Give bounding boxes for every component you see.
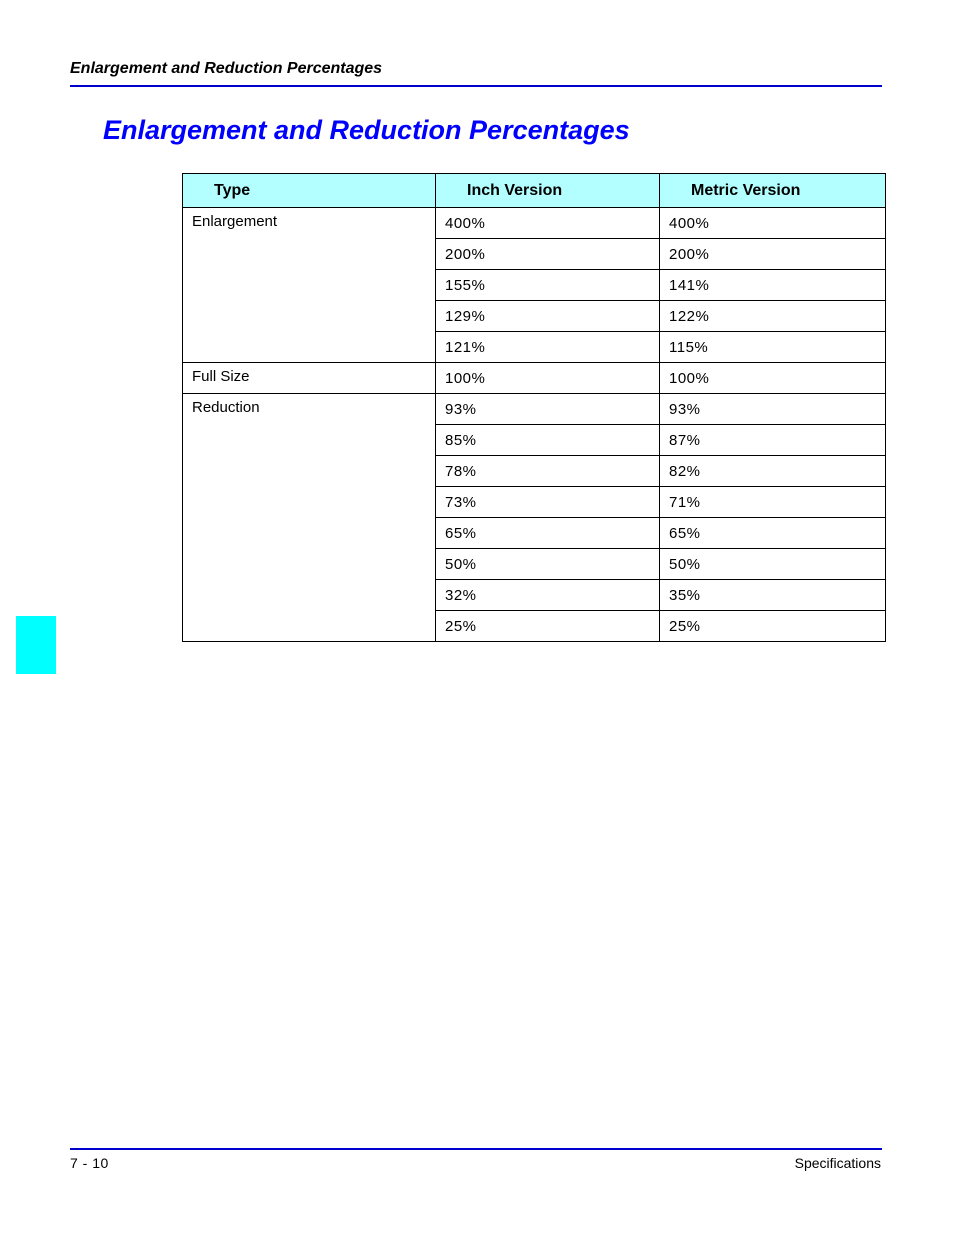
- page-title: Enlargement and Reduction Percentages: [103, 115, 630, 145]
- inch-value-cell: 121%: [436, 332, 660, 363]
- inch-value-cell: 78%: [436, 456, 660, 487]
- metric-value-cell: 400%: [660, 208, 886, 239]
- table-body: [183, 208, 886, 642]
- metric-value-cell: 115%: [660, 332, 886, 363]
- column-header-inch: Inch Version: [436, 174, 660, 208]
- column-header-type: Type: [183, 174, 436, 208]
- table-row: [183, 363, 886, 394]
- metric-value-cell: 100%: [660, 363, 886, 394]
- table-header-row: [183, 174, 886, 208]
- percentage-table-container: [182, 173, 886, 642]
- inch-value-cell: 65%: [436, 518, 660, 549]
- inch-value-cell: 93%: [436, 394, 660, 425]
- footer-rule: [70, 1148, 882, 1150]
- inch-value-cell: 25%: [436, 611, 660, 642]
- metric-value-cell: 65%: [660, 518, 886, 549]
- type-cell: Enlargement: [183, 208, 436, 363]
- running-header: Enlargement and Reduction Percentages: [70, 60, 383, 77]
- type-cell: Full Size: [183, 363, 436, 394]
- metric-value-cell: 35%: [660, 580, 886, 611]
- metric-value-cell: 82%: [660, 456, 886, 487]
- column-header-metric: Metric Version: [660, 174, 886, 208]
- chapter-name: Specifications: [794, 1155, 881, 1171]
- metric-value-cell: 71%: [660, 487, 886, 518]
- metric-value-cell: 87%: [660, 425, 886, 456]
- inch-value-cell: 50%: [436, 549, 660, 580]
- metric-value-cell: 141%: [660, 270, 886, 301]
- metric-value-cell: 50%: [660, 549, 886, 580]
- table-row: [183, 208, 886, 239]
- chapter-tab-marker: [16, 616, 56, 674]
- inch-value-cell: 200%: [436, 239, 660, 270]
- metric-value-cell: 93%: [660, 394, 886, 425]
- inch-value-cell: 155%: [436, 270, 660, 301]
- type-cell: Reduction: [183, 394, 436, 642]
- inch-value-cell: 129%: [436, 301, 660, 332]
- inch-value-cell: 85%: [436, 425, 660, 456]
- table-row: [183, 394, 886, 425]
- inch-value-cell: 100%: [436, 363, 660, 394]
- inch-value-cell: 32%: [436, 580, 660, 611]
- metric-value-cell: 200%: [660, 239, 886, 270]
- page-number: 7 - 10: [70, 1155, 109, 1171]
- inch-value-cell: 73%: [436, 487, 660, 518]
- percentage-table: [182, 173, 886, 642]
- metric-value-cell: 25%: [660, 611, 886, 642]
- metric-value-cell: 122%: [660, 301, 886, 332]
- header-rule: [70, 85, 882, 87]
- inch-value-cell: 400%: [436, 208, 660, 239]
